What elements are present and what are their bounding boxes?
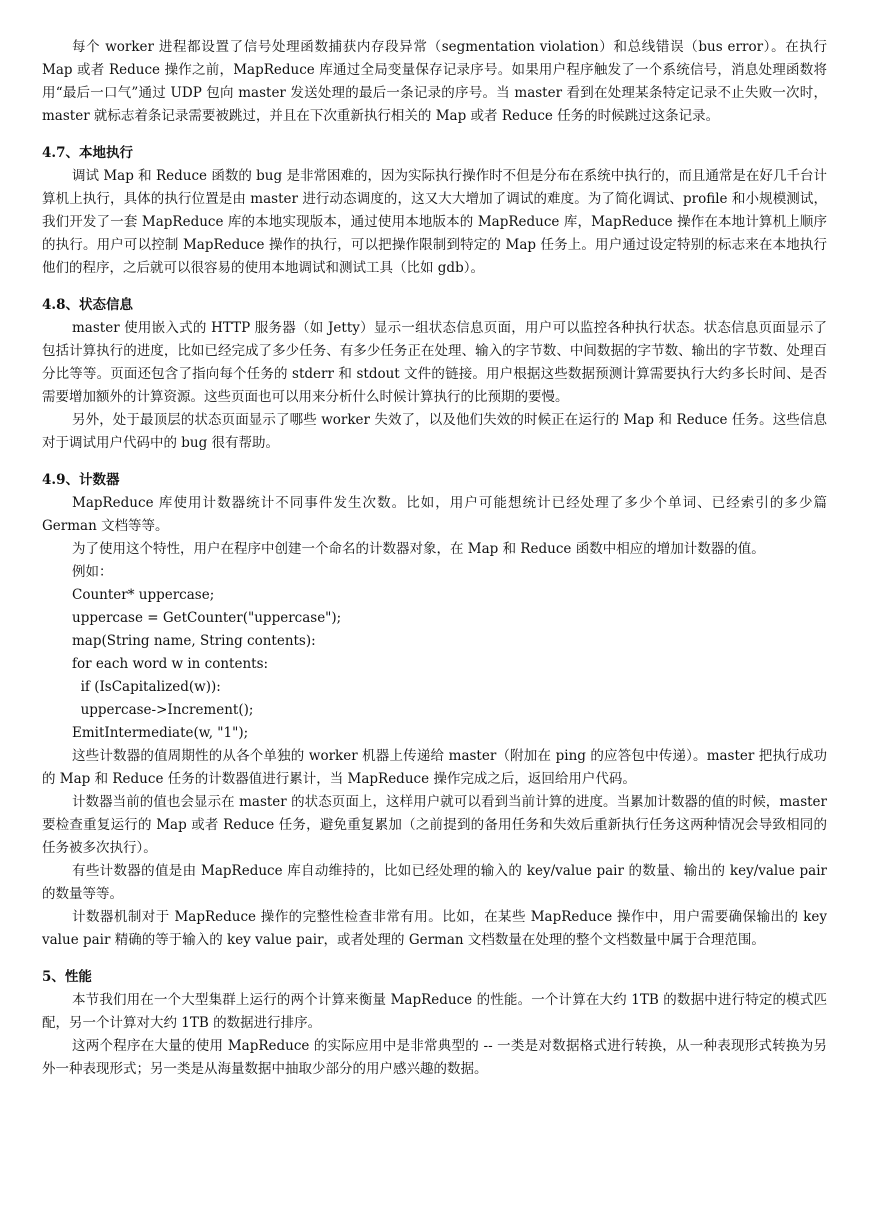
paragraph-status-info-1: master 使用嵌入式的 HTTP 服务器（如 Jetty）显示一组状态信息页面，用户可以监控各种执行状态。状态信息页面显示了包括计算执行的进度，比如已经完成了多少任务、有多少任务正在处理、输入的字节数、中间数据的字节数、输出的字节数、处理百分比等等。页面还包含了指向每个任务的 stderr 和 stdout 文件的链接。用户根据这些数据预测计算需要执行大约多长时间、是否需要增加额外的计算资源。这些页面也可以用来分析什么时候计算执行的比预期的要慢。 [42,320,827,405]
code-line: uppercase->Increment(); [72,702,254,718]
paragraph-local-execution: 调试 Map 和 Reduce 函数的 bug 是非常困难的，因为实际执行操作时不但是分布在系统中执行的，而且通常是在好几千台计算机上执行，具体的执行位置是由 master 进行动态调度的，这又大大增加了调试的难度。为了简化调试、profile 和小规模测试，我们开发了一套 MapReduce 库的本地实现版本，通过使用本地版本的 MapReduce 库，MapReduce 操作在本地计算机上顺序的执行。用户可以控制 MapReduce 操作的执行，可以把操作限制到特定的 Map 任务上。用户通过设定特别的标志来在本地执行他们的程序，之后就可以很容易的使用本地调试和测试工具（比如 gdb）。 [42,168,827,276]
code-line: if (IsCapitalized(w)): [72,679,221,695]
paragraph-counters-1: MapReduce 库使用计数器统计不同事件发生次数。比如，用户可能想统计已经处理了多少个单词、已经索引的多少篇 German 文档等等。 [42,495,827,534]
code-line: Counter* uppercase; [72,587,215,603]
heading-4-8-status-info: 4.8、状态信息 [42,297,133,313]
code-block [42,584,827,745]
paragraph-counters-2: 为了使用这个特性，用户在程序中创建一个命名的计数器对象，在 Map 和 Reduce 函数中相应的增加计数器的值。 [72,541,765,557]
paragraph-performance-1: 本节我们用在一个大型集群上运行的两个计算来衡量 MapReduce 的性能。一个计算在大约 1TB 的数据中进行特定的模式匹配，另一个计算对大约 1TB 的数据进行排序。 [42,992,827,1031]
code-line: EmitIntermediate(w, "1"); [72,725,249,741]
paragraph-status-info-2: 另外，处于最顶层的状态页面显示了哪些 worker 失效了，以及他们失效的时候正在运行的 Map 和 Reduce 任务。这些信息对于调试用户代码中的 bug 很有帮助。 [42,412,827,451]
paragraph-counters-6: 计数器机制对于 MapReduce 操作的完整性检查非常有用。比如，在某些 MapReduce 操作中，用户需要确保输出的 key value pair 精确的等于输入的 key value pair，或者处理的 German 文档数量在处理的整个文档数量中属于合理范围。 [42,909,827,948]
paragraph-counters-5: 有些计数器的值是由 MapReduce 库自动维持的，比如已经处理的输入的 key/value pair 的数量、输出的 key/value pair 的数量等等。 [42,863,827,902]
heading-4-9-counters: 4.9、计数器 [42,472,120,488]
heading-4-7-local-execution: 4.7、本地执行 [42,145,133,161]
heading-5-performance: 5、性能 [42,969,92,985]
paragraph-counters-example: 例如： [72,564,113,580]
code-line: for each word w in contents: [72,656,269,672]
code-line: uppercase = GetCounter("uppercase"); [72,610,342,626]
paragraph-counters-3: 这些计数器的值周期性的从各个单独的 worker 机器上传递给 master（附加在 ping 的应答包中传递）。master 把执行成功的 Map 和 Reduce 任务的计数器值进行累计，当 MapReduce 操作完成之后，返回给用户代码。 [42,748,827,787]
code-line: map(String name, String contents): [72,633,316,649]
paragraph-counters-4: 计数器当前的值也会显示在 master 的状态页面上，这样用户就可以看到当前计算的进度。当累加计数器的值的时候，master 要检查重复运行的 Map 或者 Reduce 任务，避免重复累加（之前提到的备用任务和失效后重新执行任务这两种情况会导致相同的任务被多次执行）。 [42,794,827,856]
paragraph-signal-handling: 每个 worker 进程都设置了信号处理函数捕获内存段异常（segmentation violation）和总线错误（bus error）。在执行 Map 或者 Reduce 操作之前，MapReduce 库通过全局变量保存记录序号。如果用户程序触发了一个系统信号，消息处理函数将用“最后一口气”通过 UDP 包向 master 发送处理的最后一条记录的序号。当 master 看到在处理某条特定记录不止失败一次时，master 就标志着条记录需要被跳过，并且在下次重新执行相关的 Map 或者 Reduce 任务的时候跳过这条记录。 [42,39,827,124]
paragraph-performance-2: 这两个程序在大量的使用 MapReduce 的实际应用中是非常典型的 -- 一类是对数据格式进行转换，从一种表现形式转换为另外一种表现形式；另一类是从海量数据中抽取少部分的用户感兴趣的数据。 [42,1038,827,1077]
